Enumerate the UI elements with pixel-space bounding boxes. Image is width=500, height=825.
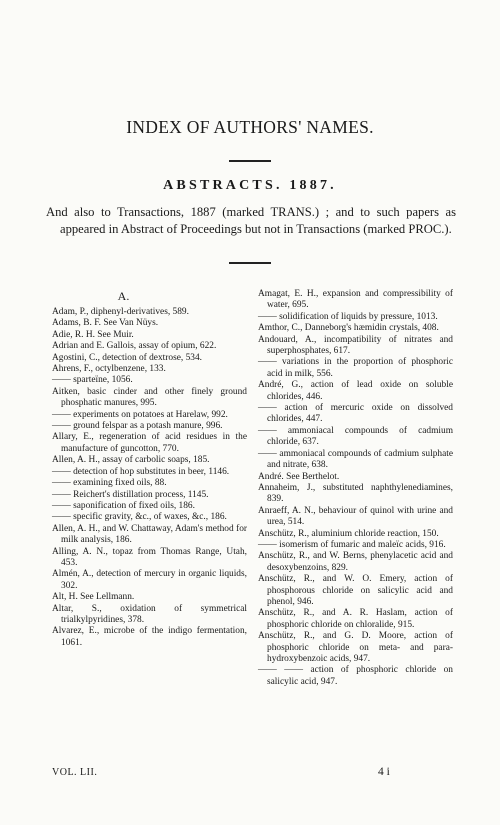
index-entry: —— specific gravity, &c., of waxes, &c., 186. xyxy=(52,512,227,523)
index-entry: Annaheim, J., substituted naphthylenediamines, 839. xyxy=(258,482,453,505)
index-entry: —— solidification of liquids by pressure, 1013. xyxy=(258,311,438,322)
index-entry: Andouard, A., incompatibility of nitrates and superphosphates, 617. xyxy=(258,334,453,357)
title-rule xyxy=(229,160,271,162)
index-entry: Ahrens, F., octylbenzene, 133. xyxy=(52,364,166,375)
index-entry: —— ground felspar as a potash manure, 996. xyxy=(52,421,223,432)
index-entry: —— action of mercuric oxide on dissolved chlorides, 447. xyxy=(258,403,453,425)
index-entry: —— saponification of fixed oils, 186. xyxy=(52,500,195,511)
index-entry: Anraeff, A. N., behaviour of quinol with urine and urea, 514. xyxy=(258,505,453,528)
index-entry: Adams, B. F. See Van Nüys. xyxy=(52,318,159,329)
index-entry: —— ammoniacal compounds of cadmium chloride, 637. xyxy=(258,425,453,448)
index-entry: —— sparteïne, 1056. xyxy=(52,375,133,386)
index-entry: —— examining fixed oils, 88. xyxy=(52,478,167,489)
index-entry: Anschütz, R., and W. Berns, phenylacetic acid and desoxybenzoins, 829. xyxy=(258,551,453,573)
index-entry: Aitken, basic cinder and other finely ground phosphatic manures, 995. xyxy=(52,386,247,409)
index-entry: Adrian and E. Gallois, assay of opium, 622. xyxy=(52,341,217,352)
index-entry: Adie, R. H. See Muir. xyxy=(52,329,134,340)
index-entry: Anschütz, R., aluminium chloride reaction, 150. xyxy=(258,528,439,539)
left-column xyxy=(52,307,247,649)
index-entry: Alling, A. N., topaz from Thomas Range, Utah, 453. xyxy=(52,546,247,568)
index-entry: Anschütz, R., and G. D. Moore, action of phosphoric chloride on meta- and para-hydroxybenzoic acids, 947. xyxy=(258,631,453,664)
intro-paragraph: And also to Transactions, 1887 (marked TRANS.) ; and to such papers as appeared in Abstract of Proceedings but not in Transactions (marked PROC.). xyxy=(46,205,456,236)
intro-rule xyxy=(229,262,271,264)
index-entry: André. See Berthelot. xyxy=(258,471,340,482)
index-entry: Adam, P., diphenyl-derivatives, 589. xyxy=(52,307,189,317)
index-entry: Anschütz, R., and A. R. Haslam, action of phosphoric chloride on chloralide, 915. xyxy=(258,608,453,630)
index-entry: Altar, S., oxidation of symmetrical trialkylpyridines, 378. xyxy=(52,603,247,625)
index-entry: Amagat, E. H., expansion and compressibility of water, 695. xyxy=(258,289,453,311)
index-entry: Allary, E., regeneration of acid residues in the manufacture of guncotton, 770. xyxy=(52,432,247,454)
index-entry: —— experiments on potatoes at Harelaw, 992. xyxy=(52,409,228,420)
index-entry: —— Reichert's distillation process, 1145. xyxy=(52,489,209,500)
index-entry: Alt, H. See Lellmann. xyxy=(52,592,135,603)
index-entry: Almén, A., detection of mercury in organic liquids, 302. xyxy=(52,569,247,591)
index-entry: —— variations in the proportion of phosphoric acid in milk, 556. xyxy=(258,357,453,379)
right-column xyxy=(258,289,453,688)
index-entry: Allen, A. H., and W. Chattaway, Adam's method for milk analysis, 186. xyxy=(52,523,247,546)
index-entry: Allen, A. H., assay of carbolic soaps, 185. xyxy=(52,455,210,466)
volume-label: VOL. LII. xyxy=(52,767,98,778)
index-entry: —— detection of hop substitutes in beer, 1146. xyxy=(52,466,230,477)
index-entry: André, G., action of lead oxide on soluble chlorides, 446. xyxy=(258,380,453,402)
index-entry: —— isomerism of fumaric and maleïc acids, 916. xyxy=(258,539,446,550)
index-entry: —— ammoniacal compounds of cadmium sulphate and nitrate, 638. xyxy=(258,448,453,471)
index-entry: —— —— action of phosphoric chloride on salicylic acid, 947. xyxy=(258,665,453,687)
index-entry: Agostini, C., detection of dextrose, 534. xyxy=(52,352,202,363)
page-title: INDEX OF AUTHORS' NAMES. xyxy=(126,117,374,137)
section-letter: A. xyxy=(117,289,130,303)
signature-mark: 4 i xyxy=(378,766,390,778)
index-entry: Amthor, C., Danneborg's hæmidin crystals, 408. xyxy=(258,323,439,334)
subtitle: ABSTRACTS. 1887. xyxy=(163,178,337,193)
index-entry: Alvarez, E., microbe of the indigo fermentation, 1061. xyxy=(52,626,247,648)
index-entry: Anschütz, R., and W. O. Emery, action of phosphorous chloride on salicylic acid and phenol, 946. xyxy=(258,574,453,607)
